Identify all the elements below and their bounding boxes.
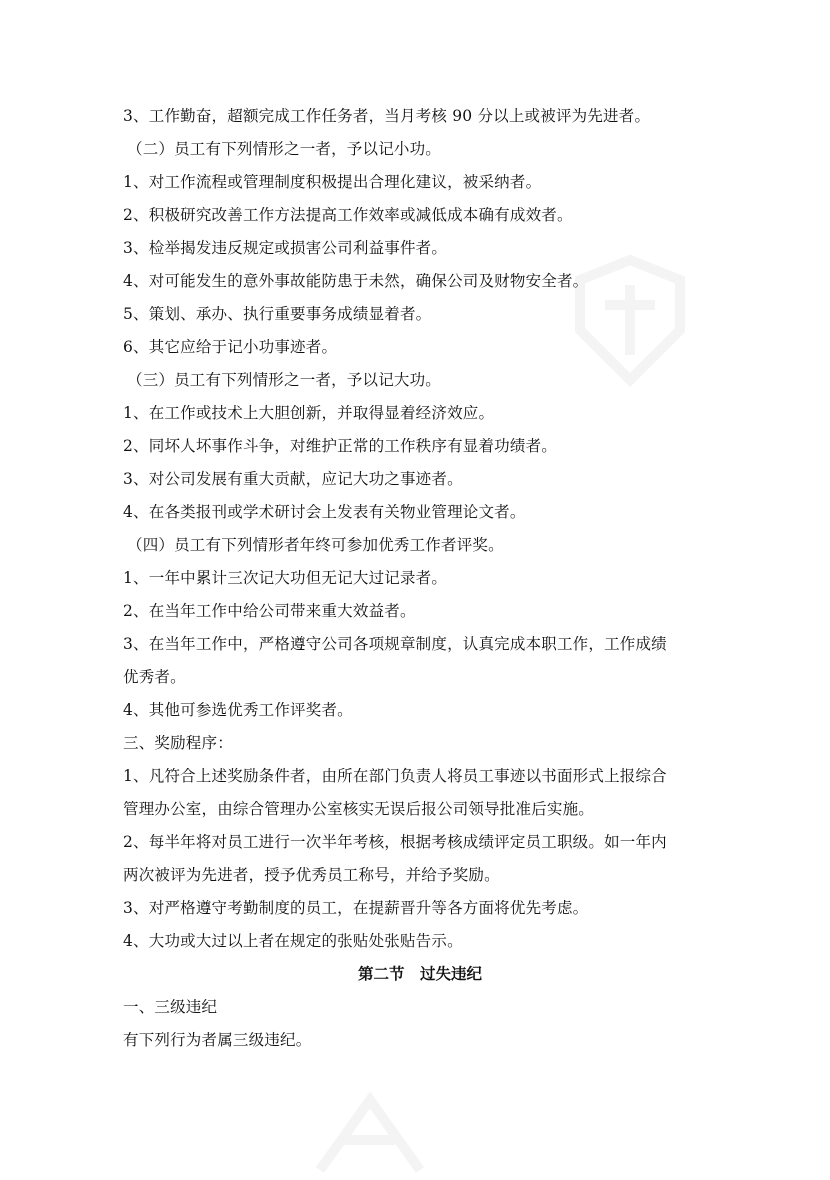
text-line: 优秀者。 — [123, 668, 186, 686]
text-line: 3、检举揭发违反规定或损害公司利益事件者。 — [123, 239, 448, 257]
watermark-graphic-bottom — [300, 1080, 440, 1180]
chapter-section-title: 第二节 过失违纪 — [357, 965, 482, 983]
text-line: 4、对可能发生的意外事故能防患于未然，确保公司及财物安全者。 — [123, 272, 589, 290]
document-body — [123, 100, 717, 1057]
subsection-heading: （四）员工有下列情形者年终可参加优秀工作者评奖。 — [127, 536, 504, 554]
text-line: 1、一年中累计三次记大功但无记大过记录者。 — [123, 569, 448, 587]
text-line: 1、对工作流程或管理制度积极提出合理化建议，被采纳者。 — [123, 173, 542, 191]
section-heading: 一、三级违纪 — [123, 998, 218, 1016]
text-line: 1、凡符合上述奖励条件者，由所在部门负责人将员工事迹以书面形式上报综合 — [123, 767, 667, 785]
text-line: 5、策划、承办、执行重要事务成绩显着者。 — [123, 305, 432, 323]
text-line: 2、积极研究改善工作方法提高工作效率或减低成本确有成效者。 — [123, 206, 573, 224]
subsection-heading: （三）员工有下列情形之一者，予以记大功。 — [127, 371, 442, 389]
text-line: 有下列行为者属三级违纪。 — [123, 1031, 312, 1049]
text-line: 4、在各类报刊或学术研讨会上发表有关物业管理论文者。 — [123, 503, 526, 521]
text-line: 两次被评为先进者，授予优秀员工称号，并给予奖励。 — [123, 866, 500, 884]
text-line: 2、每半年将对员工进行一次半年考核，根据考核成绩评定员工职级。如一年内 — [123, 833, 667, 851]
text-line: 管理办公室，由综合管理办公室核实无误后报公司领导批准后实施。 — [123, 800, 595, 818]
text-line: 3、对公司发展有重大贡献，应记大功之事迹者。 — [123, 470, 463, 488]
text-line: 3、在当年工作中，严格遵守公司各项规章制度，认真完成本职工作，工作成绩 — [123, 635, 667, 653]
text-line: 4、大功或大过以上者在规定的张贴处张贴告示。 — [123, 932, 463, 950]
section-heading: 三、奖励程序： — [123, 734, 233, 752]
text-line: 3、对严格遵守考勤制度的员工，在提薪晋升等各方面将优先考虑。 — [123, 899, 589, 917]
text-line: 1、在工作或技术上大胆创新，并取得显着经济效应。 — [123, 404, 495, 422]
subsection-heading: （二）员工有下列情形之一者，予以记小功。 — [127, 140, 442, 158]
text-line: 4、其他可参选优秀工作评奖者。 — [123, 701, 353, 719]
text-line: 6、其它应给于记小功事迹者。 — [123, 338, 338, 356]
text-line: 3、工作勤奋，超额完成工作任务者，当月考核 90 分以上或被评为先进者。 — [123, 107, 651, 125]
text-line: 2、同坏人坏事作斗争，对维护正常的工作秩序有显着功绩者。 — [123, 437, 557, 455]
text-line: 2、在当年工作中给公司带来重大效益者。 — [123, 602, 416, 620]
